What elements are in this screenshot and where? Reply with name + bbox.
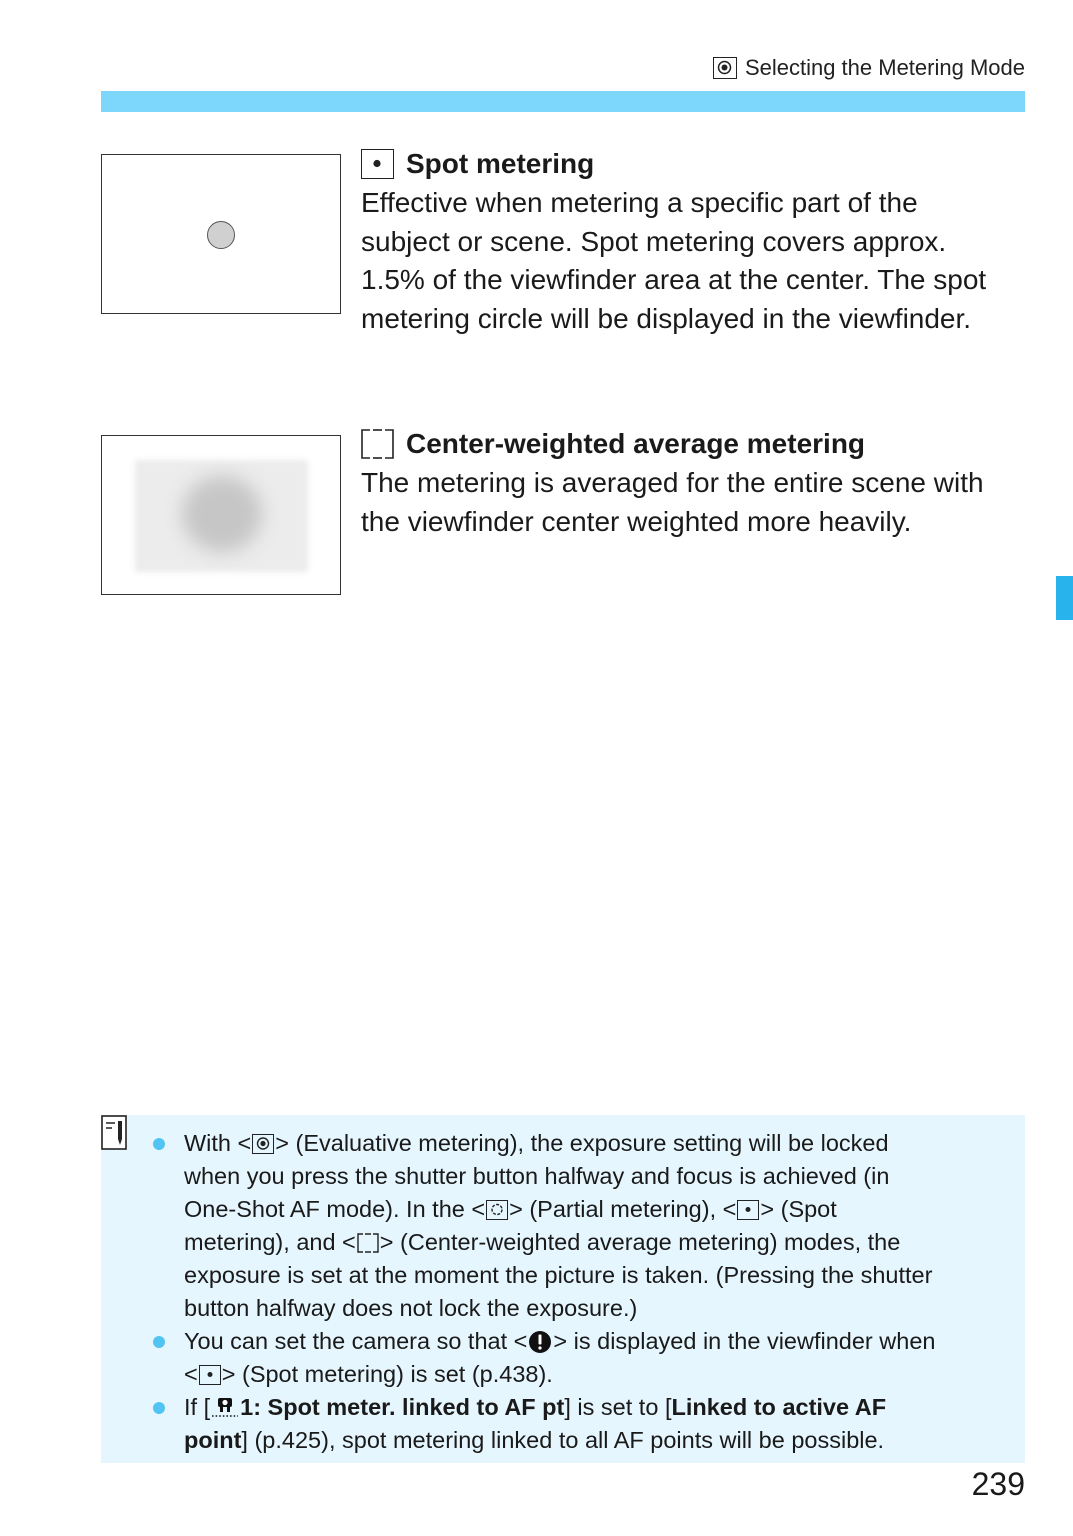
spot-metering-illustration: [101, 154, 341, 314]
bullet-icon: [153, 1336, 165, 1348]
spot-line: 1.5% of the viewfinder area at the center. The spot: [361, 264, 987, 296]
bullet-icon: [153, 1402, 165, 1414]
spot-metering-icon: [199, 1365, 221, 1385]
spot-metering-icon: [737, 1200, 759, 1220]
spot-metering-section: [361, 146, 1031, 338]
memo-icon: [101, 1115, 131, 1153]
center-weighted-icon: [361, 429, 394, 459]
evaluative-metering-icon: [713, 57, 737, 79]
spot-line: subject or scene. Spot metering covers approx.: [361, 225, 947, 257]
spot-description: [361, 184, 1031, 338]
custom-function-icon: [210, 1396, 240, 1418]
spot-metering-icon: [361, 149, 394, 179]
center-weight-area: [182, 476, 262, 552]
bullet-icon: [153, 1138, 165, 1150]
center-weighted-section: [361, 426, 1031, 541]
header-title: Selecting the Metering Mode: [744, 55, 1025, 80]
spot-line: Effective when metering a specific part of the: [361, 187, 918, 218]
note-item: You can set the camera so that < > is displayed in the viewfinder when < > (Spot metering) is set (p.438).: [153, 1325, 1015, 1391]
warning-icon: [528, 1330, 552, 1354]
center-weighted-line: the viewfinder center weighted more heavily.: [361, 505, 912, 537]
center-weighted-heading: [361, 426, 1031, 462]
page-number: 239: [971, 1466, 1025, 1502]
center-weighted-illustration: [101, 435, 341, 595]
evaluative-metering-icon: [252, 1134, 274, 1154]
chapter-tab: [1056, 576, 1073, 620]
spot-circle: [207, 221, 235, 249]
spot-title: Spot metering: [406, 148, 595, 179]
note-box: [101, 1115, 1025, 1463]
partial-metering-icon: [486, 1200, 508, 1220]
center-weighted-line: The metering is averaged for the entire scene with: [361, 467, 984, 498]
header-bar: [101, 91, 1025, 112]
running-header: [713, 55, 1025, 81]
center-weighted-title: Center-weighted average metering: [406, 428, 866, 459]
note-item: If [ 1: Spot meter. linked to AF pt] is set to [Linked to active AF point] (p.425), spot metering linked to all AF points will be possible.: [153, 1391, 1015, 1457]
spot-metering-heading: [361, 146, 1031, 182]
center-weighted-description: [361, 464, 1031, 541]
spot-line: metering circle will be displayed in the viewfinder.: [361, 302, 972, 334]
notes-list: [153, 1127, 1015, 1457]
note-item: With < > (Evaluative metering), the exposure setting will be locked when you press the shutter button halfway and focus is achieved (in One-Shot AF mode). In the < > (Partial metering), < > (Spot metering), and < > (Center-weighted average metering) modes, the exposure is set at the moment the picture is taken. (Pressing the shutter button halfway does not lock the exposure.): [153, 1127, 1015, 1325]
center-weighted-icon: [357, 1233, 379, 1253]
